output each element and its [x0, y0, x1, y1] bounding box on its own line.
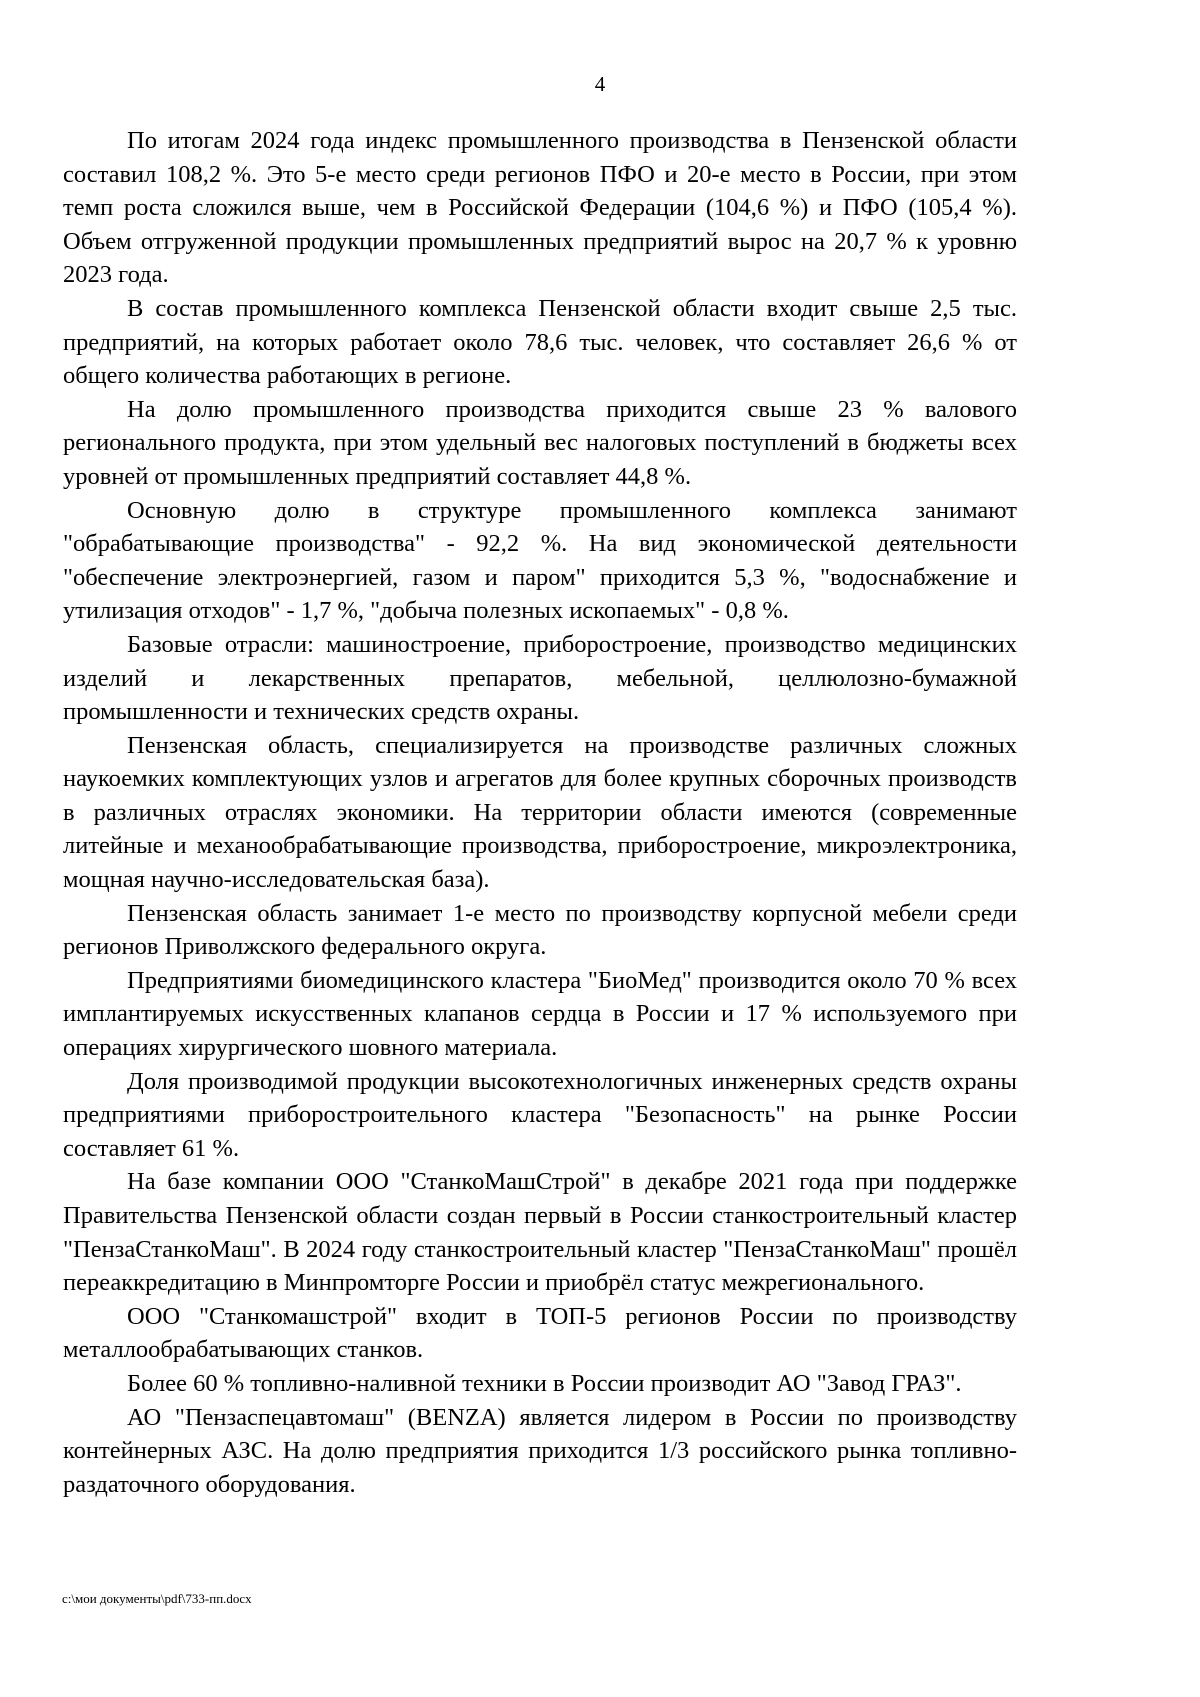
- paragraph-security-cluster: Доля производимой продукции высокотехнологичных инженерных средств охраны предприятиями приборостроительного кластера "Безопасность" на рынке России составляет 61 %.: [63, 1067, 1017, 1162]
- paragraph-stankomashstroy: ООО "Станкомашстрой" входит в ТОП-5 регионов России по производству металлообрабатывающих станков.: [63, 1302, 1017, 1364]
- paragraph-benza: АО "Пензаспецавтомаш" (BENZA) является лидером в России по производству контейнерных АЗС. На долю предприятия приходится 1/3 российского рынка топливно-раздаточного оборудования.: [63, 1403, 1017, 1498]
- paragraph-graz: Более 60 % топливно-наливной техники в России производит АО "Завод ГРАЗ".: [127, 1369, 962, 1397]
- paragraph-specialization: Пензенская область, специализируется на производстве различных сложных наукоемких комплектующих узлов и агрегатов для более крупных сборочных производств в различных отраслях экономики. На территории области имеются (современные литейные и механообрабатывающие производства, приборостроение, микроэлектроника, мощная научно-исследовательская база).: [63, 731, 1017, 894]
- paragraph-industrial-index: По итогам 2024 года индекс промышленного производства в Пензенской области составил 108,2 %. Это 5-е место среди регионов ПФО и 20-е место в России, при этом темп роста сложился выше, чем в Российской Федерации (104,6 %) и ПФО (105,4 %). Объем отгруженной продукции промышленных предприятий вырос на 20,7 % к уровню 2023 года.: [63, 127, 1017, 289]
- paragraph-industrial-complex: В состав промышленного комплекса Пензенской области входит свыше 2,5 тыс. предприятий, на которых работает около 78,6 тыс. человек, что составляет 26,6 % от общего количества работающих в регионе.: [63, 294, 1017, 390]
- document-body: [63, 124, 1017, 1501]
- page-number: 4: [594, 72, 606, 96]
- paragraph-furniture: Пензенская область занимает 1-е место по производству корпусной мебели среди регионов Приволжского федерального округа.: [63, 899, 1017, 961]
- footer-file-path: c:\мои документы\pdf\733-пп.docx: [62, 1591, 252, 1606]
- paragraph-machine-tool-cluster: На базе компании ООО "СтанкоМашСтрой" в декабре 2021 года при поддержке Правительства Пензенской области создан первый в России станкостроительный кластер "ПензаСтанкоМаш". В 2024 году станкостроительный кластер "ПензаСтанкоМаш" прошёл переаккредитацию в Минпромторге России и приобрёл статус межрегионального.: [63, 1168, 1017, 1297]
- paragraph-biomed: Предприятиями биомедицинского кластера "БиоМед" производится около 70 % всех имплантируемых искусственных клапанов сердца в России и 17 % используемого при операциях хирургического шовного материала.: [63, 966, 1017, 1062]
- paragraph-base-industries: Базовые отрасли: машиностроение, приборостроение, производство медицинских изделий и лекарственных препаратов, мебельной, целлюлозно-бумажной промышленности и технических средств охраны.: [63, 630, 1017, 726]
- paragraph-structure: Основную долю в структуре промышленного комплекса занимают "обрабатывающие производства" - 92,2 %. На вид экономической деятельности "обеспечение электроэнергией, газом и паром" приходится 5,3 %, "водоснабжение и утилизация отходов" - 1,7 %, "добыча полезных ископаемых" - 0,8 %.: [63, 496, 1017, 625]
- paragraph-grp-share: На долю промышленного производства приходится свыше 23 % валового регионального продукта, при этом удельный вес налоговых поступлений в бюджеты всех уровней от промышленных предприятий составляет 44,8 %.: [63, 395, 1017, 490]
